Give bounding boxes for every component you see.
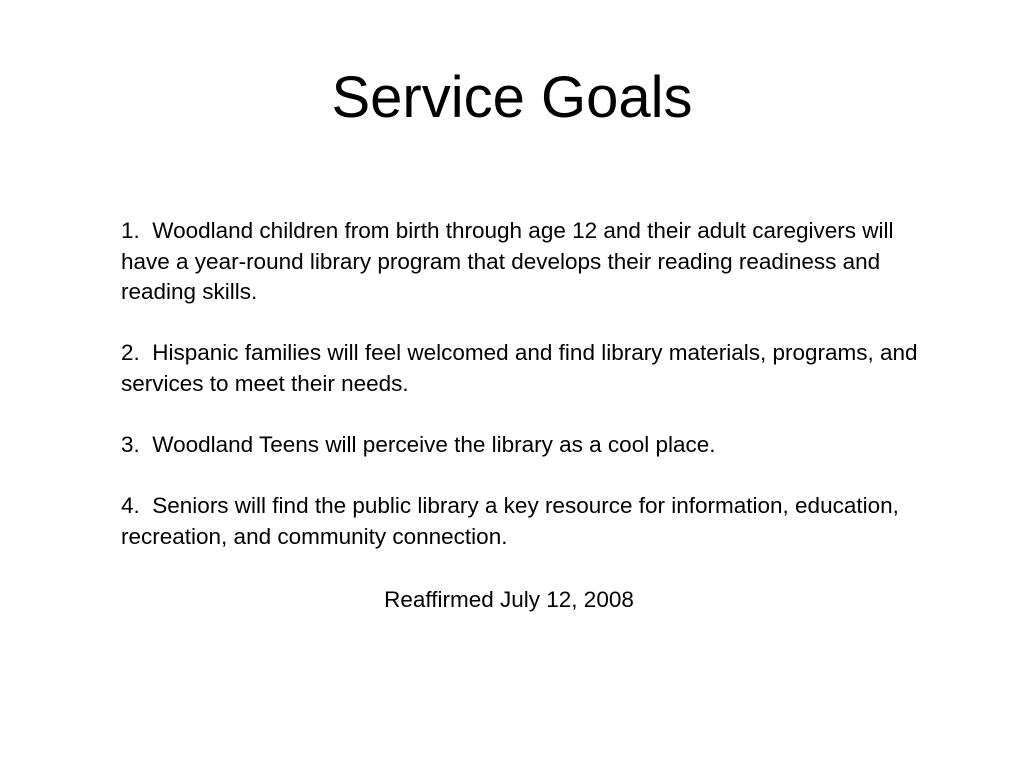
reaffirmed-date: Reaffirmed July 12, 2008 xyxy=(384,587,634,612)
slide-title: Service Goals xyxy=(331,65,693,130)
goal-item-1: 1. Woodland children from birth through age 12 and their adult caregivers will have a year-round library program that develops their reading readiness and reading skills. xyxy=(121,218,900,305)
goals-list xyxy=(121,216,924,583)
goal-item-2: 2. Hispanic families will feel welcomed and find library materials, programs, and services to meet their needs. xyxy=(121,340,924,396)
goal-item-3: 3. Woodland Teens will perceive the library as a cool place. xyxy=(121,432,716,458)
goal-item-4: 4. Seniors will find the public library a key resource for information, education, recreation, and community connection. xyxy=(121,493,906,549)
